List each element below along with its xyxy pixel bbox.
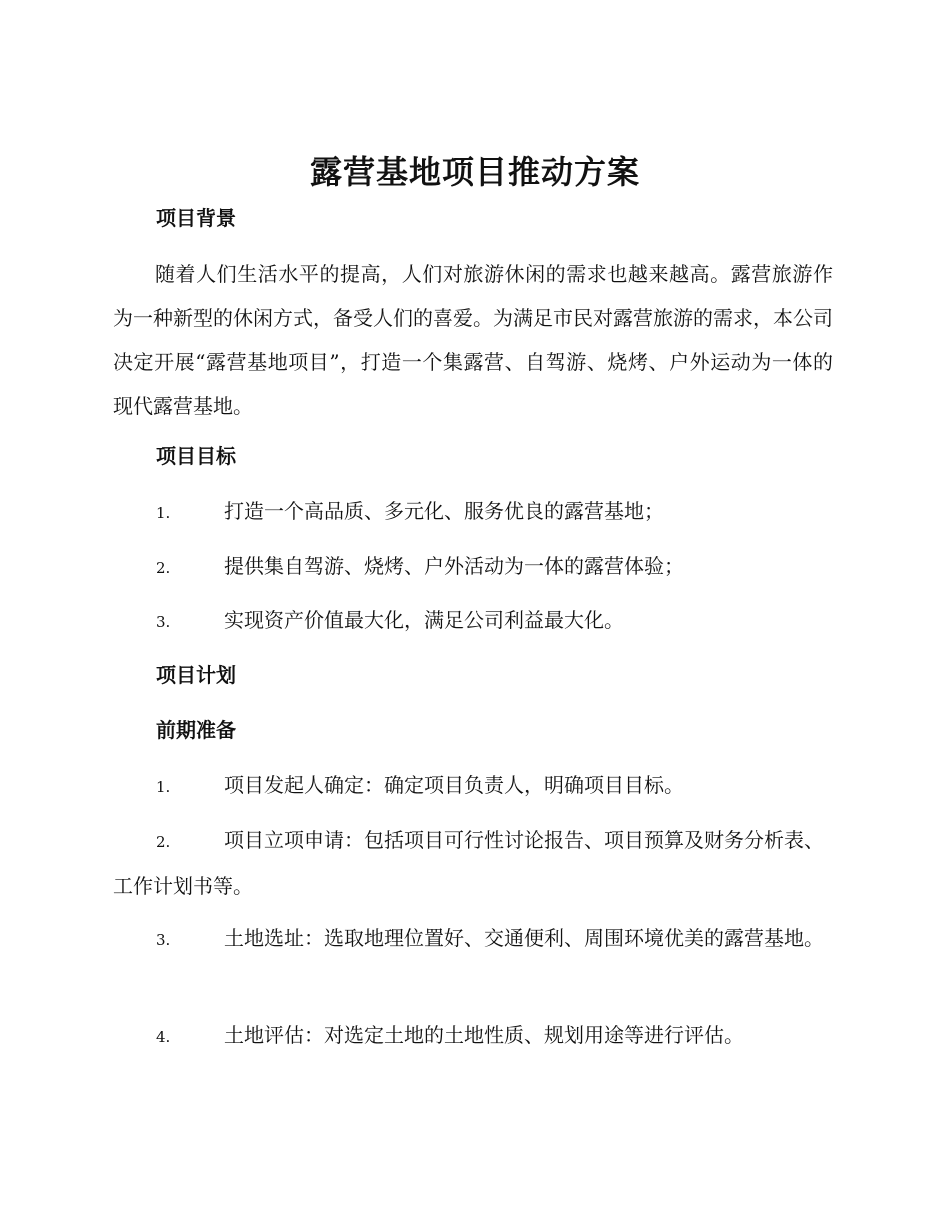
- plan-item-text: 土地评估：对选定土地的土地性质、规划用途等进行评估。: [224, 1023, 744, 1047]
- goal-item-text: 打造一个高品质、多元化、服务优良的露营基地；: [224, 499, 664, 523]
- plan-item-text: 项目立项申请：包括项目可行性讨论报告、项目预算及财务分析表、工作计划书等。: [113, 828, 824, 898]
- plan-item-text: 土地选址：选取地理位置好、交通便利、周围环境优美的露营基地。: [224, 926, 824, 950]
- goal-item-number: 1.: [156, 504, 171, 522]
- goal-item-text: 提供集自驾游、烧烤、户外活动为一体的露营体验；: [224, 554, 684, 578]
- heading-plan: 项目计划: [156, 663, 236, 687]
- subheading-preparation: 前期准备: [156, 718, 236, 742]
- goal-item: [113, 544, 833, 590]
- goal-item: [113, 489, 833, 535]
- background-paragraph: 随着人们生活水平的提高，人们对旅游休闲的需求也越来越高。露营旅游作为一种新型的休闲方式，备受人们的喜爱。为满足市民对露营旅游的需求，本公司决定开展“露营基地项目”，打造一个集露营、自驾游、烧烤、户外运动为一体的现代露营基地。: [113, 262, 833, 418]
- goal-item-text: 实现资产价值最大化，满足公司利益最大化。: [224, 608, 624, 632]
- plan-item: [113, 818, 833, 908]
- goal-item: [113, 598, 833, 644]
- plan-item: [113, 916, 833, 962]
- goal-item-number: 3.: [156, 613, 171, 631]
- plan-item-number: 3.: [156, 931, 171, 949]
- document-title: 露营基地项目推动方案: [309, 153, 640, 191]
- heading-background: 项目背景: [156, 206, 236, 230]
- heading-goals: 项目目标: [156, 444, 236, 468]
- goal-item-number: 2.: [156, 559, 171, 577]
- plan-item-number: 2.: [156, 833, 171, 851]
- plan-item-number: 1.: [156, 778, 171, 796]
- plan-item-text: 项目发起人确定：确定项目负责人，明确项目目标。: [224, 773, 684, 797]
- plan-item-number: 4.: [156, 1028, 171, 1046]
- plan-item: [113, 1013, 833, 1059]
- plan-item: [113, 763, 833, 809]
